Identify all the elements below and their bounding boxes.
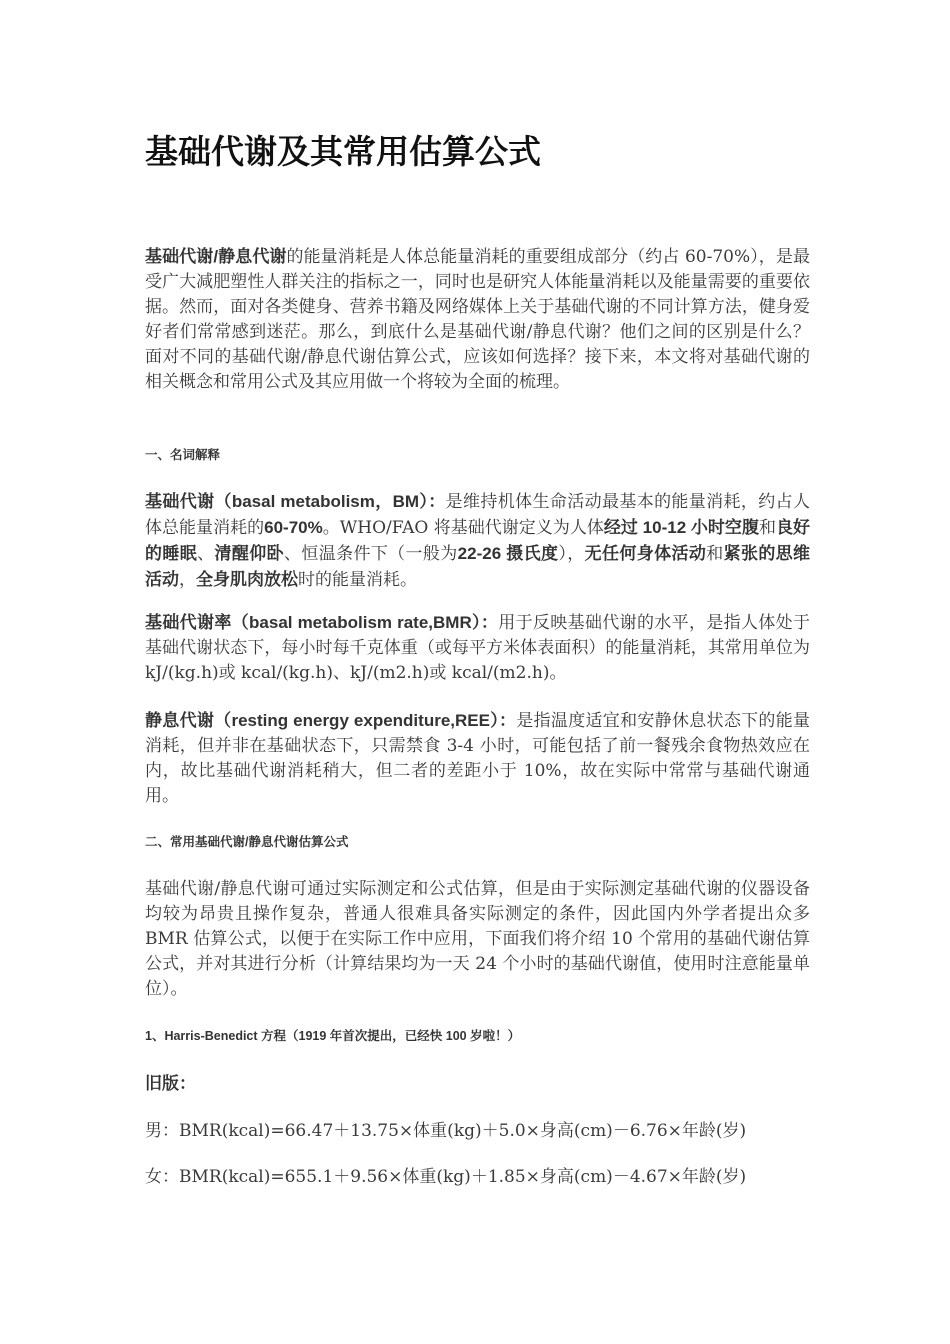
intro-paragraph [145,244,810,395]
ree-term: 静息代谢（resting energy expenditure,REE）： [145,711,517,730]
section-heading-2: 二、常用基础代谢/静息代谢估算公式 [145,835,349,849]
bmr-term: 基础代谢率（basal metabolism rate,BMR）： [145,613,499,632]
page-title: 基础代谢及其常用估算公式 [145,132,541,171]
formula-female: 女：BMR(kcal)=655.1＋9.56×体重(kg)＋1.85×身高(cm)－4.67×年龄(岁) [145,1167,747,1187]
ree-definition [145,708,810,809]
intro-text: 的能量消耗是人体总能量消耗的重要组成部分（约占 60-70%），是最受广大减肥塑性人群关注的指标之一，同时也是研究人体能量消耗以及能量需要的重要依据。然而，面对各类健身、营养书籍及网络媒体上关于基础代谢的不同计算方法，健身爱好者们常常感到迷茫。那么，到底什么是基础代谢/静息代谢？他们之间的区别是什么？面对不同的基础代谢/静息代谢估算公式，应该如何选择？接下来，本文将对基础代谢的相关概念和常用公式及其应用做一个将较为全面的梳理。 [145,247,810,392]
section-heading-1: 一、名词解释 [145,448,221,462]
bm-term: 基础代谢（basal metabolism，BM）： [145,492,446,511]
bm-definition: 基础代谢（basal metabolism，BM）：是维持机体生命活动最基本的能量消耗，约占人体总能量消耗的60-70%。WHO/FAO 将基础代谢定义为人体经过 10-12 小时空腹和良好的睡眠、清醒仰卧、恒温条件下（一般为22-26 摄氏度），无任何身体活动和紧张的思维活动，全身肌肉放松时的能量消耗。 [145,492,811,590]
intro-lead: 基础代谢/静息代谢 [145,247,287,266]
bmr-definition [145,610,810,686]
bmr-text: 用于反映基础代谢的水平，是指人体处于基础代谢状态下，每小时每千克体重（或每平方米体表面积）的能量消耗，其常用单位为 kJ/(kg.h)或 kcal/(kg.h)、kJ/(m2.h)或 kcal/(m2.h)。 [145,613,811,683]
ree-text: 是指温度适宜和安静休息状态下的能量消耗，但并非在基础状态下，只需禁食 3-4 小时，可能包括了前一餐残余食物热效应在内，故比基础代谢消耗稍大，但二者的差距小于 10%，故在实际中常常与基础代谢通用。 [145,711,811,806]
formula1-heading: 1、Harris-Benedict 方程（1919 年首次提出，已经快 100 岁啦！） [145,1029,521,1043]
formula-male: 男：BMR(kcal)=66.47＋13.75×体重(kg)＋5.0×身高(cm)－6.76×年龄(岁) [145,1121,747,1141]
section2-paragraph: 基础代谢/静息代谢可通过实际测定和公式估算，但是由于实际测定基础代谢的仪器设备均较为昂贵且操作复杂，普通人很难具备实际测定的条件，因此国内外学者提出众多 BMR 估算公式，以便于在实际工作中应用，下面我们将介绍 10 个常用的基础代谢估算公式，并对其进行分析（计算结果均为一天 24 个小时的基础代谢值，使用时注意能量单位）。 [145,879,810,999]
old-version-label: 旧版： [145,1074,196,1094]
